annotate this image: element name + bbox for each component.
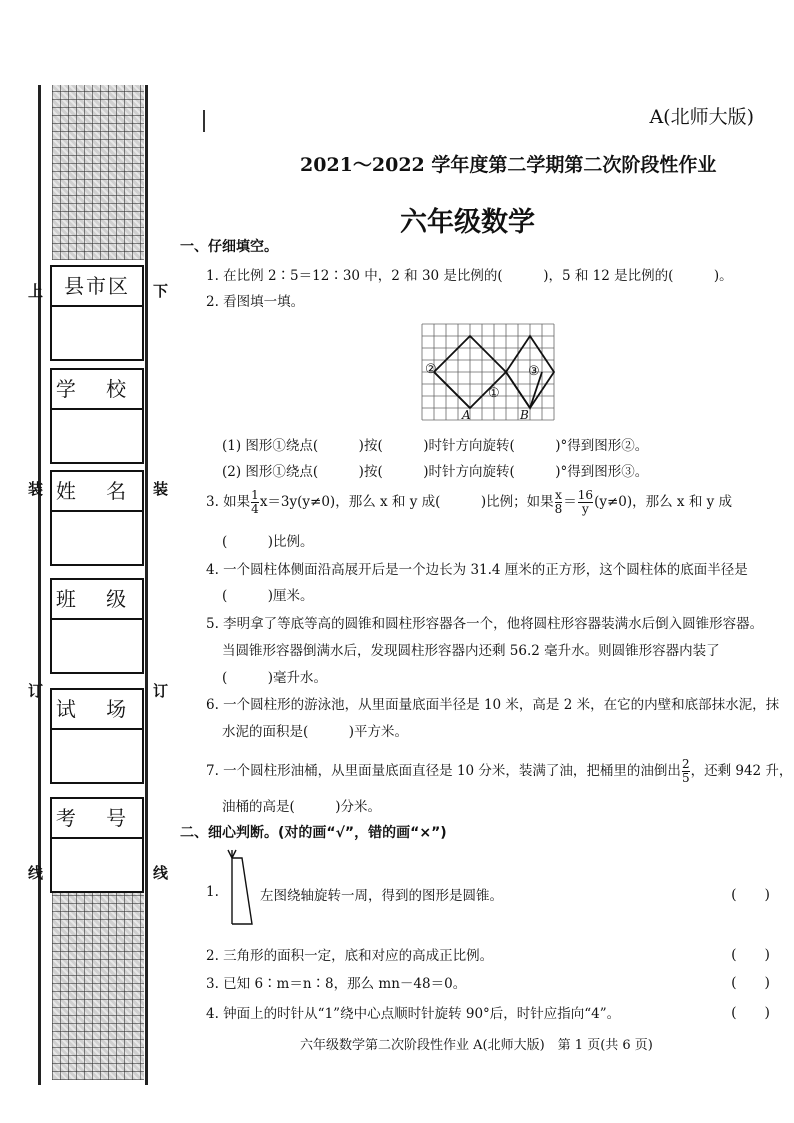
judge-2-answer[interactable]: ( ) <box>731 947 770 963</box>
side-char-zhuang-left: 装 <box>28 480 44 498</box>
field-district[interactable] <box>50 265 144 361</box>
field-class[interactable] <box>50 578 144 674</box>
question-4-line-2: ( )厘米。 <box>222 588 314 604</box>
side-char-xia: 下 <box>153 282 169 300</box>
exam-title: 2021～2022 学年度第二学期第二次阶段性作业 <box>300 154 717 176</box>
question-5-line-1: 5. 李明拿了等底等高的圆锥和圆柱形容器各一个，他将圆柱形容器装满水后倒入圆锥形容器。 <box>206 616 764 632</box>
question-3-line-2: ( )比例。 <box>222 534 314 550</box>
binding-pattern-bottom <box>52 880 144 1080</box>
field-exam-room[interactable] <box>50 688 144 784</box>
field-district-label: 县市区 <box>52 267 142 307</box>
judge-1-text: 左图绕轴旋转一周，得到的图形是圆锥。 <box>260 888 503 904</box>
fraction-x-over-8-num: x <box>555 488 562 502</box>
binding-line-outer <box>38 85 41 1085</box>
question-3-text-a: 3. 如果 <box>206 494 251 510</box>
side-char-ding-right: 订 <box>153 682 169 700</box>
trapezoid-figure <box>222 848 256 926</box>
fraction-two-fifths-num: 2 <box>681 757 690 771</box>
side-char-shang: 上 <box>28 282 44 300</box>
figure-label-3: ③ <box>528 364 540 379</box>
section1-heading: 一、仔细填空。 <box>180 239 278 255</box>
point-a-label: A <box>462 408 471 422</box>
question-7-text-a: 7. 一个圆柱形油桶，从里面量底面直径是 10 分米，装满了油，把桶里的油倒出 <box>206 763 681 779</box>
field-class-label: 班 级 <box>52 580 142 620</box>
question-7-line-2: 油桶的高是( )分米。 <box>222 799 382 815</box>
fraction-16-over-y-den: y <box>578 502 593 516</box>
side-char-ding-left: 订 <box>28 682 44 700</box>
question-4-line-1: 4. 一个圆柱体侧面沿高展开后是一个边长为 31.4 厘米的正方形，这个圆柱体的底面半径是 <box>206 562 748 578</box>
point-b-label: B <box>520 408 529 422</box>
margin-mark <box>203 110 205 132</box>
judge-3-answer[interactable]: ( ) <box>731 975 770 991</box>
binding-pattern-top <box>52 85 144 260</box>
binding-line-inner <box>145 85 148 1085</box>
field-name-label: 姓 名 <box>52 472 142 512</box>
question-3-text-d: (y≠0)，那么 x 和 y 成 <box>594 494 733 510</box>
field-exam-number-label: 考 号 <box>52 799 142 839</box>
question-2: 2. 看图填一填。 <box>206 294 305 310</box>
question-5-line-3: ( )毫升水。 <box>222 670 328 686</box>
question-2-part-2: (2) 图形①绕点( )按( )时针方向旋转( )°得到图形③。 <box>222 464 649 480</box>
side-char-xian-right: 线 <box>153 864 169 882</box>
judge-2-text: 2. 三角形的面积一定，底和对应的高成正比例。 <box>206 948 494 964</box>
section2-heading: 二、细心判断。(对的画“√”，错的画“×”) <box>180 825 447 841</box>
fraction-16-over-y-num: 16 <box>577 488 594 502</box>
question-6-line-2: 水泥的面积是( )平方米。 <box>222 724 409 740</box>
question-5-line-2: 当圆锥形容器倒满水后，发现圆柱形容器内还剩 56.2 毫升水。则圆锥形容器内装了 <box>222 643 720 659</box>
fraction-one-quarter <box>251 489 259 516</box>
side-char-zhuang-right: 装 <box>153 480 169 498</box>
judge-3-text: 3. 已知 6∶m＝n∶8，那么 mn－48＝0。 <box>206 976 467 992</box>
question-2-part-1: (1) 图形①绕点( )按( )时针方向旋转( )°得到图形②。 <box>222 438 649 454</box>
judge-4-answer[interactable]: ( ) <box>731 1005 770 1021</box>
page-footer: 六年级数学第二次阶段性作业 A(北师大版) 第 1 页(共 6 页) <box>300 1038 653 1053</box>
question-7 <box>206 758 792 785</box>
fraction-two-fifths-den: 5 <box>681 771 690 785</box>
fraction-x-over-8 <box>555 489 563 516</box>
question-3 <box>206 489 732 516</box>
judge-1-number: 1. <box>206 884 219 900</box>
question-3-text-c: ＝ <box>563 494 577 510</box>
field-school-label: 学 校 <box>52 370 142 410</box>
field-exam-room-label: 试 场 <box>52 690 142 730</box>
fraction-x-over-8-den: 8 <box>554 502 563 516</box>
judge-4-text: 4. 钟面上的时针从“1”绕中心点顺时针旋转 90°后，时针应指向“4”。 <box>206 1006 621 1022</box>
subject-title: 六年级数学 <box>400 207 535 238</box>
question-7-text-b: ，还剩 942 升， <box>690 763 793 779</box>
fraction-two-fifths <box>682 758 690 785</box>
figure-label-1: ① <box>488 386 500 401</box>
figure-label-2: ② <box>425 362 437 377</box>
question-3-text-b: x＝3y(y≠0)，那么 x 和 y 成( )比例；如果 <box>259 494 554 510</box>
question-1: 1. 在比例 2∶5＝12∶30 中，2 和 30 是比例的( )，5 和 12 是比例的( )。 <box>206 268 733 284</box>
fraction-one-quarter-num: 1 <box>251 488 259 502</box>
fraction-16-over-y <box>578 489 593 516</box>
question-6-line-1: 6. 一个圆柱形的游泳池，从里面量底面半径是 10 米，高是 2 米，在它的内壁和底部抹水泥，抹 <box>206 697 780 713</box>
field-exam-number[interactable] <box>50 797 144 893</box>
side-char-xian-left: 线 <box>28 864 44 882</box>
edition-label: A(北师大版) <box>649 106 754 128</box>
judge-1-answer[interactable]: ( ) <box>731 887 770 903</box>
fraction-one-quarter-den: 4 <box>251 502 259 516</box>
field-name[interactable] <box>50 470 144 566</box>
field-school[interactable] <box>50 368 144 464</box>
